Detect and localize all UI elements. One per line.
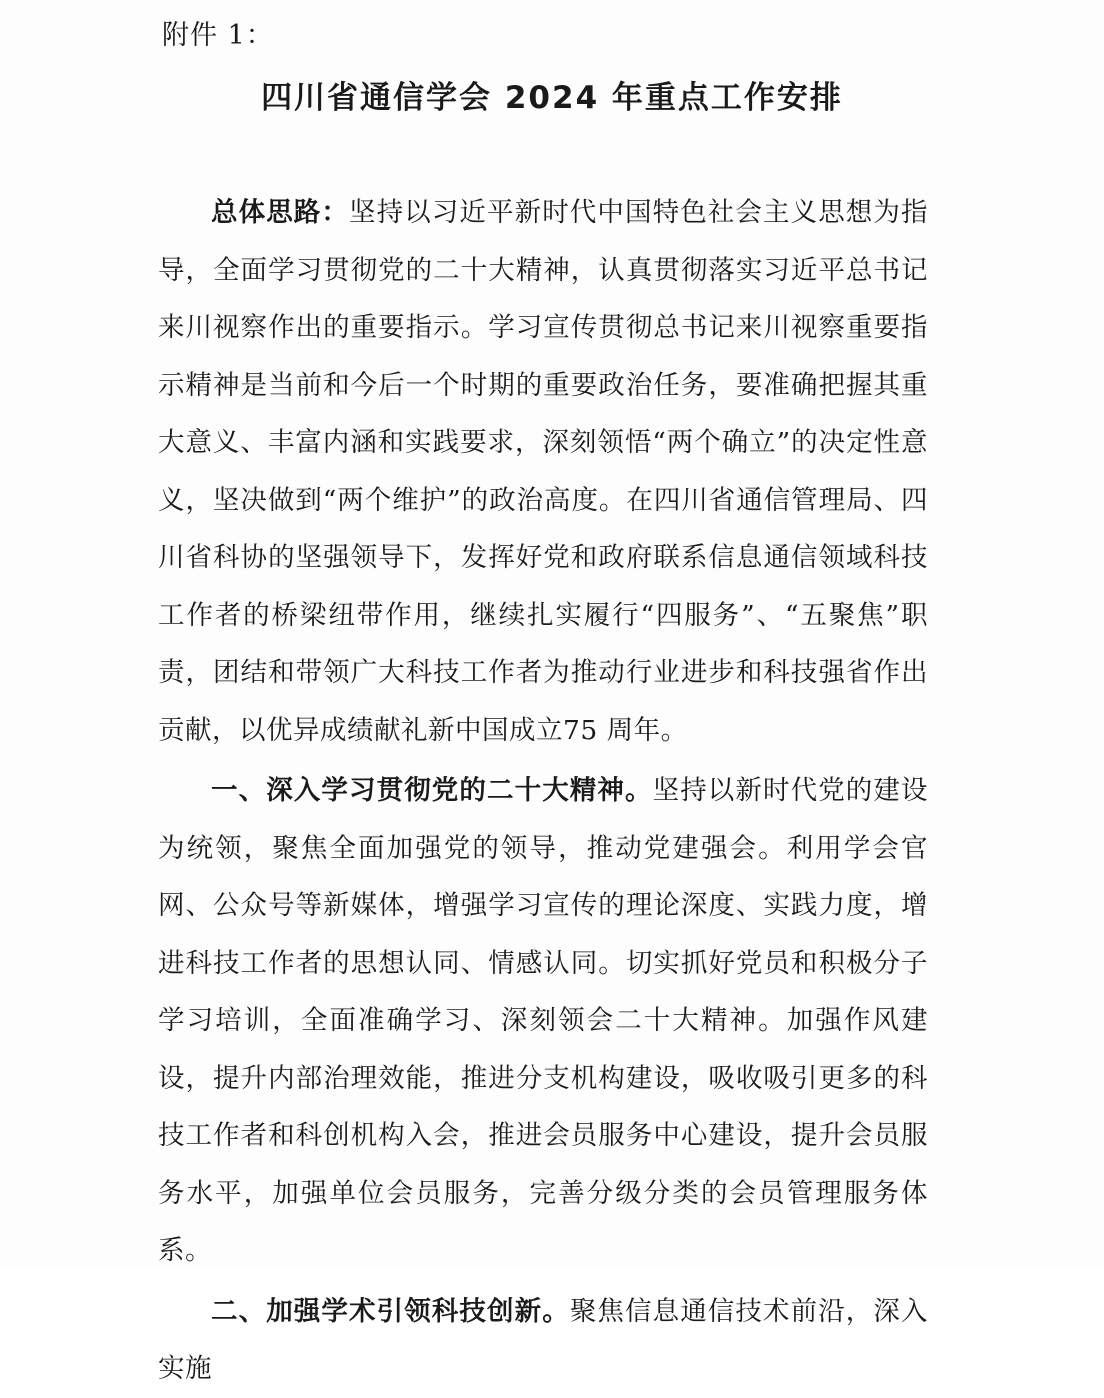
attachment-label: 附件 1： [162, 20, 274, 51]
paragraph-heading: 总体思路： [211, 197, 349, 228]
paragraph-text: 坚持以习近平新时代中国特色社会主义思想为指导，全面学习贯彻党的二十大精神，认真贯彻落实习近平总书记来川视察作出的重要指示。学习宣传贯彻总书记来川视察重要指示精神是当前和今后一个时期的重要政治任务，要准确把握其重大意义、丰富内涵和实践要求，深刻领悟“两个确立”的决定性意义，坚决做到“两个维护”的政治高度。在四川省通信管理局、四川省科协的坚强领导下，发挥好党和政府联系信息通信领域科技工作者的桥梁纽带作用，继续扎实履行“四服务”、“五聚焦”职责，团结和带领广大科技工作者为推动行业进步和科技强省作出贡献，以优异成绩献礼新中国成立75 周年。 [158, 197, 928, 746]
paragraph-overall-approach [158, 184, 928, 759]
paragraph-text: 聚焦信息通信技术前沿，深入实施 [158, 1295, 929, 1384]
paragraph-heading: 二、加强学术引领科技创新。 [211, 1295, 570, 1327]
paragraph-section-1 [158, 762, 928, 1280]
paragraph-text: 坚持以新时代党的建设为统领，聚焦全面加强党的领导，推动党建强会。利用学会官网、公众号等新媒体，增强学习宣传的理论深度、实践力度，增进科技工作者的思想认同、情感认同。切实抓好党员和积极分子学习培训，全面准确学习、深刻领会二十大精神。加强作风建设，提升内部治理效能，推进分支机构建设，吸收吸引更多的科技工作者和科创机构入会，推进会员服务中心建设，提升会员服务水平，加强单位会员服务，完善分级分类的会员管理服务体系。 [158, 775, 929, 1266]
document-body [158, 184, 928, 1398]
paragraph-section-2 [158, 1283, 928, 1398]
document-title: 四川省通信学会 2024 年重点工作安排 [261, 80, 843, 116]
paragraph-heading: 一、深入学习贯彻党的二十大精神。 [211, 775, 653, 806]
